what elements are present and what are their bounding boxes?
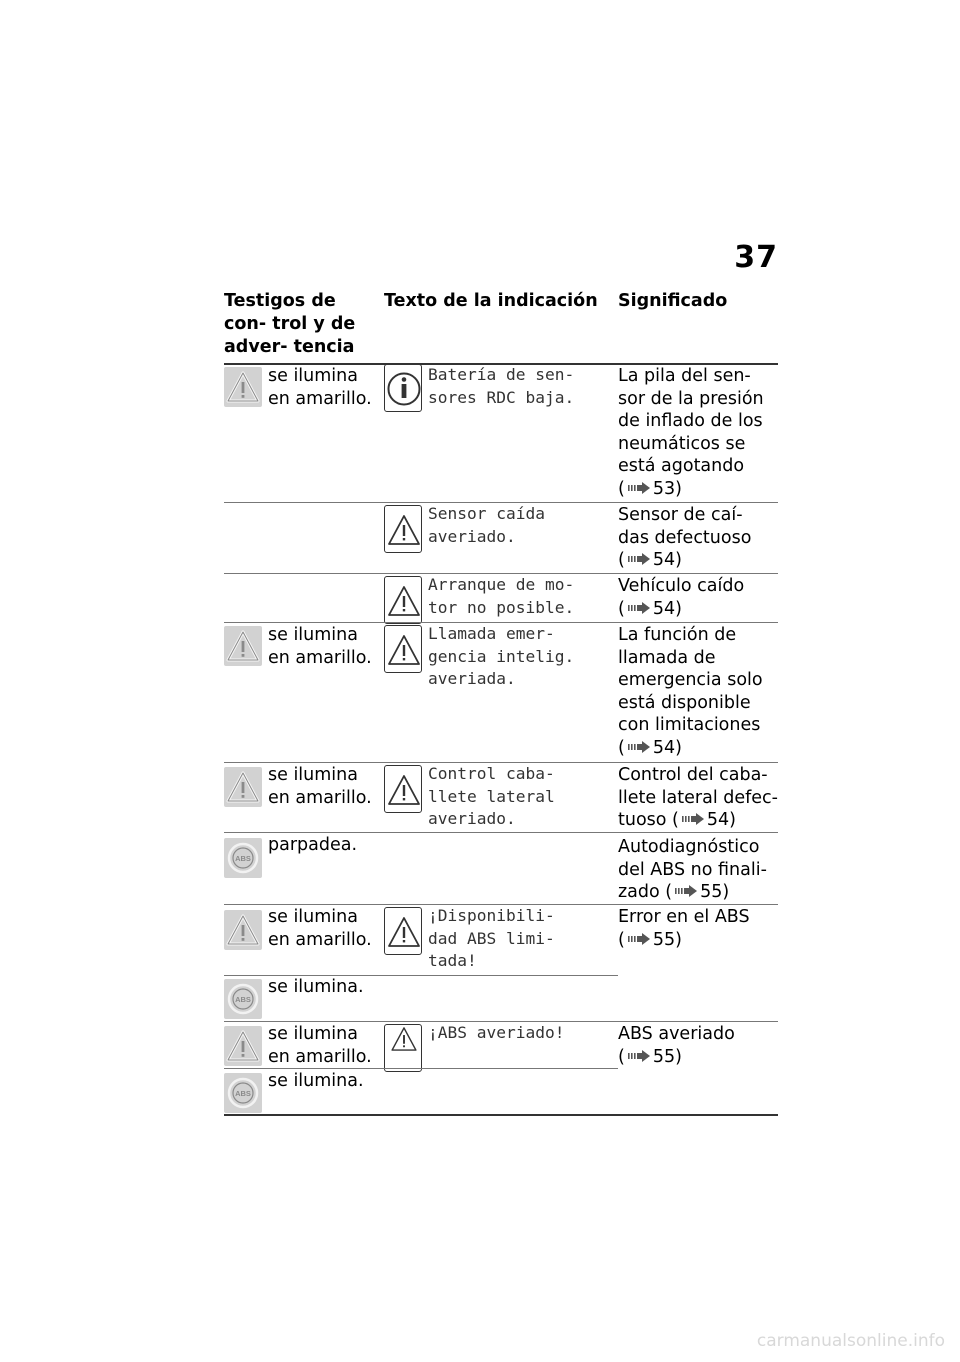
page-ref-arrow-icon	[681, 813, 705, 825]
page-ref-arrow-icon	[627, 933, 651, 945]
sub-row-divider	[224, 1068, 618, 1069]
display-text: ¡ABS averiado!	[428, 1023, 565, 1042]
status-text: se ilumina en amarillo.	[268, 765, 372, 808]
abs-indicator-icon	[224, 838, 262, 878]
meaning-text: Vehículo caído ( 54)	[618, 576, 745, 619]
status-text: se ilumina.	[268, 1071, 364, 1091]
triangle-warning-icon	[384, 505, 422, 553]
warning-triangle-indicator-icon	[224, 626, 262, 666]
page-ref-arrow-icon	[627, 602, 651, 614]
page-ref[interactable]: 55	[652, 929, 676, 950]
warning-triangle-indicator-icon	[224, 367, 262, 407]
display-text: Llamada emer- gencia intelig. averiada.	[428, 624, 575, 688]
header-meaning: Significado	[618, 291, 728, 311]
abs-indicator-icon	[224, 979, 262, 1019]
page-ref-arrow-icon	[674, 885, 698, 897]
table-bottom-rule	[224, 1114, 778, 1116]
triangle-warning-icon	[384, 576, 422, 624]
page-ref-arrow-icon	[627, 741, 651, 753]
page-ref[interactable]: 54	[652, 598, 676, 619]
header-status: Testigos de con- trol y de adver- tencia	[224, 291, 356, 357]
display-text: Batería de sen- sores RDC baja.	[428, 365, 575, 407]
page-ref-arrow-icon	[627, 482, 651, 494]
abs-indicator-icon	[224, 1073, 262, 1113]
status-text: se ilumina en amarillo.	[268, 625, 372, 668]
page-ref[interactable]: 53	[652, 478, 676, 499]
display-text: Arranque de mo- tor no posible.	[428, 575, 575, 617]
warning-triangle-indicator-icon	[224, 767, 262, 807]
page-ref-arrow-icon	[627, 1050, 651, 1062]
info-icon	[384, 364, 422, 412]
page-ref[interactable]: 54	[652, 550, 676, 570]
meaning-text: Control del caba- llete lateral defec- tuoso ( 54)	[618, 765, 778, 830]
warning-triangle-indicator-icon	[224, 1026, 262, 1066]
header-display-text: Texto de la indicación	[384, 291, 598, 311]
display-text: Control caba- llete lateral averiado.	[428, 764, 555, 828]
page-ref-arrow-icon	[627, 553, 651, 565]
meaning-text: ABS averiado ( 55)	[618, 1024, 735, 1067]
meaning-text: La pila del sen- sor de la presión de inflado de los neumáticos se está agotando ( 53)	[618, 366, 764, 499]
triangle-warning-icon	[384, 765, 422, 813]
page-ref[interactable]: 54	[652, 737, 676, 758]
display-text: ¡Disponibili- dad ABS limi- tada!	[428, 906, 555, 970]
triangle-warning-icon	[384, 625, 422, 673]
meaning-text: Error en el ABS ( 55)	[618, 907, 750, 950]
meaning-text: Autodiagnóstico del ABS no finali- zado ( 55)	[618, 837, 767, 902]
page-number: 37	[734, 240, 778, 275]
page-ref[interactable]: 54	[706, 810, 730, 830]
warning-triangle-indicator-icon	[224, 910, 262, 950]
status-text: se ilumina en amarillo.	[268, 1024, 372, 1067]
display-text: Sensor caída averiado.	[428, 504, 545, 546]
page-ref[interactable]: 55	[700, 882, 723, 902]
footer-watermark: carmanualsonline.info	[756, 1331, 945, 1351]
triangle-warning-icon	[384, 907, 422, 955]
status-text: se ilumina.	[268, 977, 364, 997]
meaning-text: Sensor de caí- das defectuoso ( 54)	[618, 505, 752, 570]
row-divider	[224, 832, 778, 833]
meaning-text: La función de llamada de emergencia solo está disponible con limitaciones ( 54)	[618, 625, 763, 758]
page-ref[interactable]: 55	[652, 1046, 676, 1067]
status-text: se ilumina en amarillo.	[268, 366, 372, 409]
status-text: se ilumina en amarillo.	[268, 907, 372, 950]
triangle-warning-icon	[384, 1024, 422, 1072]
status-text: parpadea.	[268, 835, 358, 855]
